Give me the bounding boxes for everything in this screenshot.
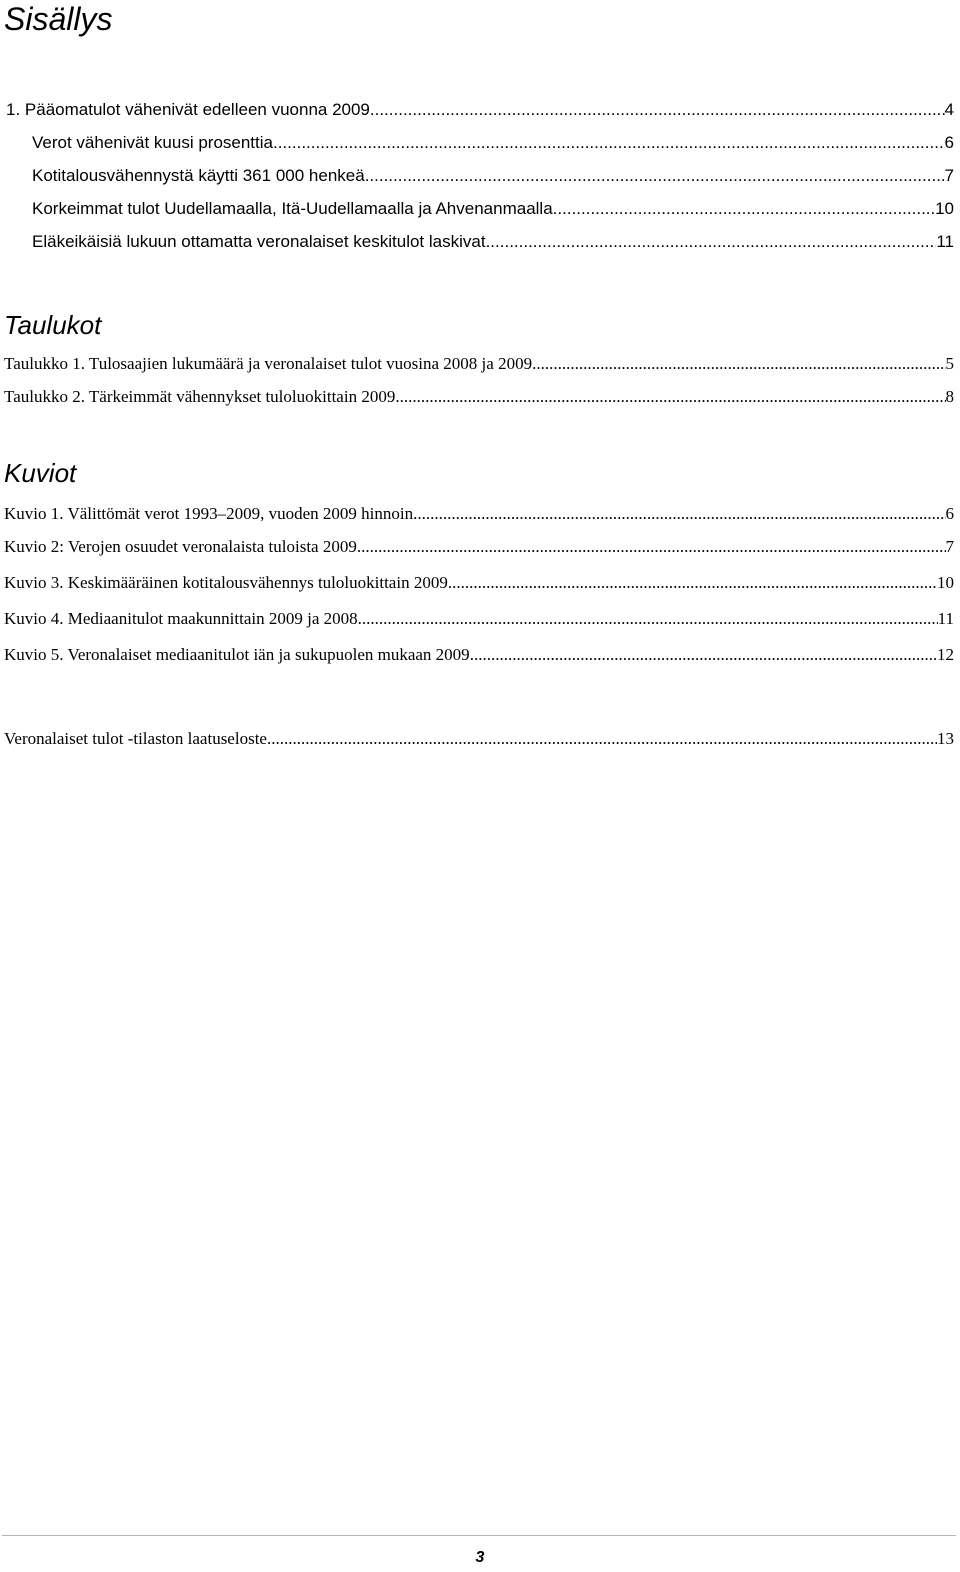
- toc-entry-label: Taulukko 1. Tulosaajien lukumäärä ja veronalaiset tulot vuosina 2008 ja 2009: [4, 354, 533, 373]
- page-number: 3: [475, 1549, 485, 1566]
- toc-entry-page: 4: [944, 100, 954, 119]
- toc-entry-chapter-4[interactable]: [32, 197, 954, 221]
- toc-entry-page: 8: [945, 387, 954, 406]
- toc-leader: [486, 230, 937, 254]
- toc-leader: [357, 535, 946, 559]
- toc-entry-label: Kotitalousvähennystä käytti 361 000 henkeä: [32, 166, 365, 185]
- toc-entry-label: Kuvio 1. Välittömät verot 1993–2009, vuoden 2009 hinnoin: [4, 504, 414, 523]
- toc-entry-page: 7: [945, 537, 954, 556]
- toc-entry-chapter-5[interactable]: [32, 230, 954, 254]
- toc-entry-page: 6: [944, 133, 954, 152]
- tables-heading: Taulukot: [4, 310, 102, 340]
- toc-entry-label: Taulukko 2. Tärkeimmät vähennykset tuloluokittain 2009: [4, 387, 396, 406]
- toc-leader: [395, 385, 945, 409]
- toc-entry-label: Kuvio 3. Keskimääräinen kotitalousvähennys tuloluokittain 2009: [4, 573, 448, 592]
- toc-entry-label: Veronalaiset tulot -tilaston laatuseloste: [4, 729, 267, 748]
- toc-leader: [448, 571, 937, 595]
- toc-entry-label: Korkeimmat tulot Uudellamaalla, Itä-Uudellamaalla ja Ahvenanmaalla: [32, 199, 553, 218]
- toc-entry-chapter-3[interactable]: [32, 164, 954, 188]
- toc-leader: [267, 727, 937, 751]
- footer-divider: [2, 1535, 956, 1536]
- toc-entry-page: 6: [945, 504, 954, 523]
- toc-entry-page: 7: [944, 166, 954, 185]
- toc-entry-page: 5: [945, 354, 954, 373]
- toc-leader: [358, 607, 938, 631]
- toc-leader: [273, 131, 945, 155]
- toc-entry-table-2[interactable]: [4, 385, 954, 409]
- toc-leader: [532, 352, 945, 376]
- toc-entry-label: Verot vähenivät kuusi prosenttia: [32, 133, 273, 152]
- toc-entry-figure-4[interactable]: [4, 607, 954, 631]
- toc-entry-label: Kuvio 2: Verojen osuudet veronalaista tuloista 2009: [4, 537, 357, 556]
- toc-entry-label: Kuvio 5. Veronalaiset mediaanitulot iän ja sukupuolen mukaan 2009: [4, 645, 470, 664]
- figures-heading: Kuviot: [4, 458, 77, 488]
- toc-entry-page: 12: [937, 645, 954, 664]
- toc-entry-chapter-2[interactable]: [32, 131, 954, 155]
- toc-entry-page: 10: [935, 199, 954, 218]
- toc-entry-chapter-1[interactable]: [6, 98, 954, 122]
- toc-leader: [370, 98, 945, 122]
- toc-entry-figure-2[interactable]: [4, 535, 954, 559]
- toc-leader: [553, 197, 935, 221]
- page-title: Sisällys: [4, 1, 113, 37]
- toc-entry-page: 10: [937, 573, 954, 592]
- toc-entry-label: Kuvio 4. Mediaanitulot maakunnittain 2009 ja 2008: [4, 609, 358, 628]
- toc-entry-figure-3[interactable]: [4, 571, 954, 595]
- toc-leader: [470, 643, 937, 667]
- toc-leader: [413, 502, 945, 526]
- toc-entry-page: 13: [937, 729, 954, 748]
- toc-entry-label: 1. Pääomatulot vähenivät edelleen vuonna 2009: [6, 100, 370, 119]
- toc-entry-page: 11: [936, 232, 954, 251]
- toc-entry-table-1[interactable]: [4, 352, 954, 376]
- toc-entry-figure-5[interactable]: [4, 643, 954, 667]
- toc-entry-label: Eläkeikäisiä lukuun ottamatta veronalaiset keskitulot laskivat: [32, 232, 486, 251]
- toc-leader: [365, 164, 945, 188]
- toc-entry-page: 11: [937, 609, 954, 628]
- toc-entry-appendix[interactable]: [4, 727, 954, 751]
- toc-entry-figure-1[interactable]: [4, 502, 954, 526]
